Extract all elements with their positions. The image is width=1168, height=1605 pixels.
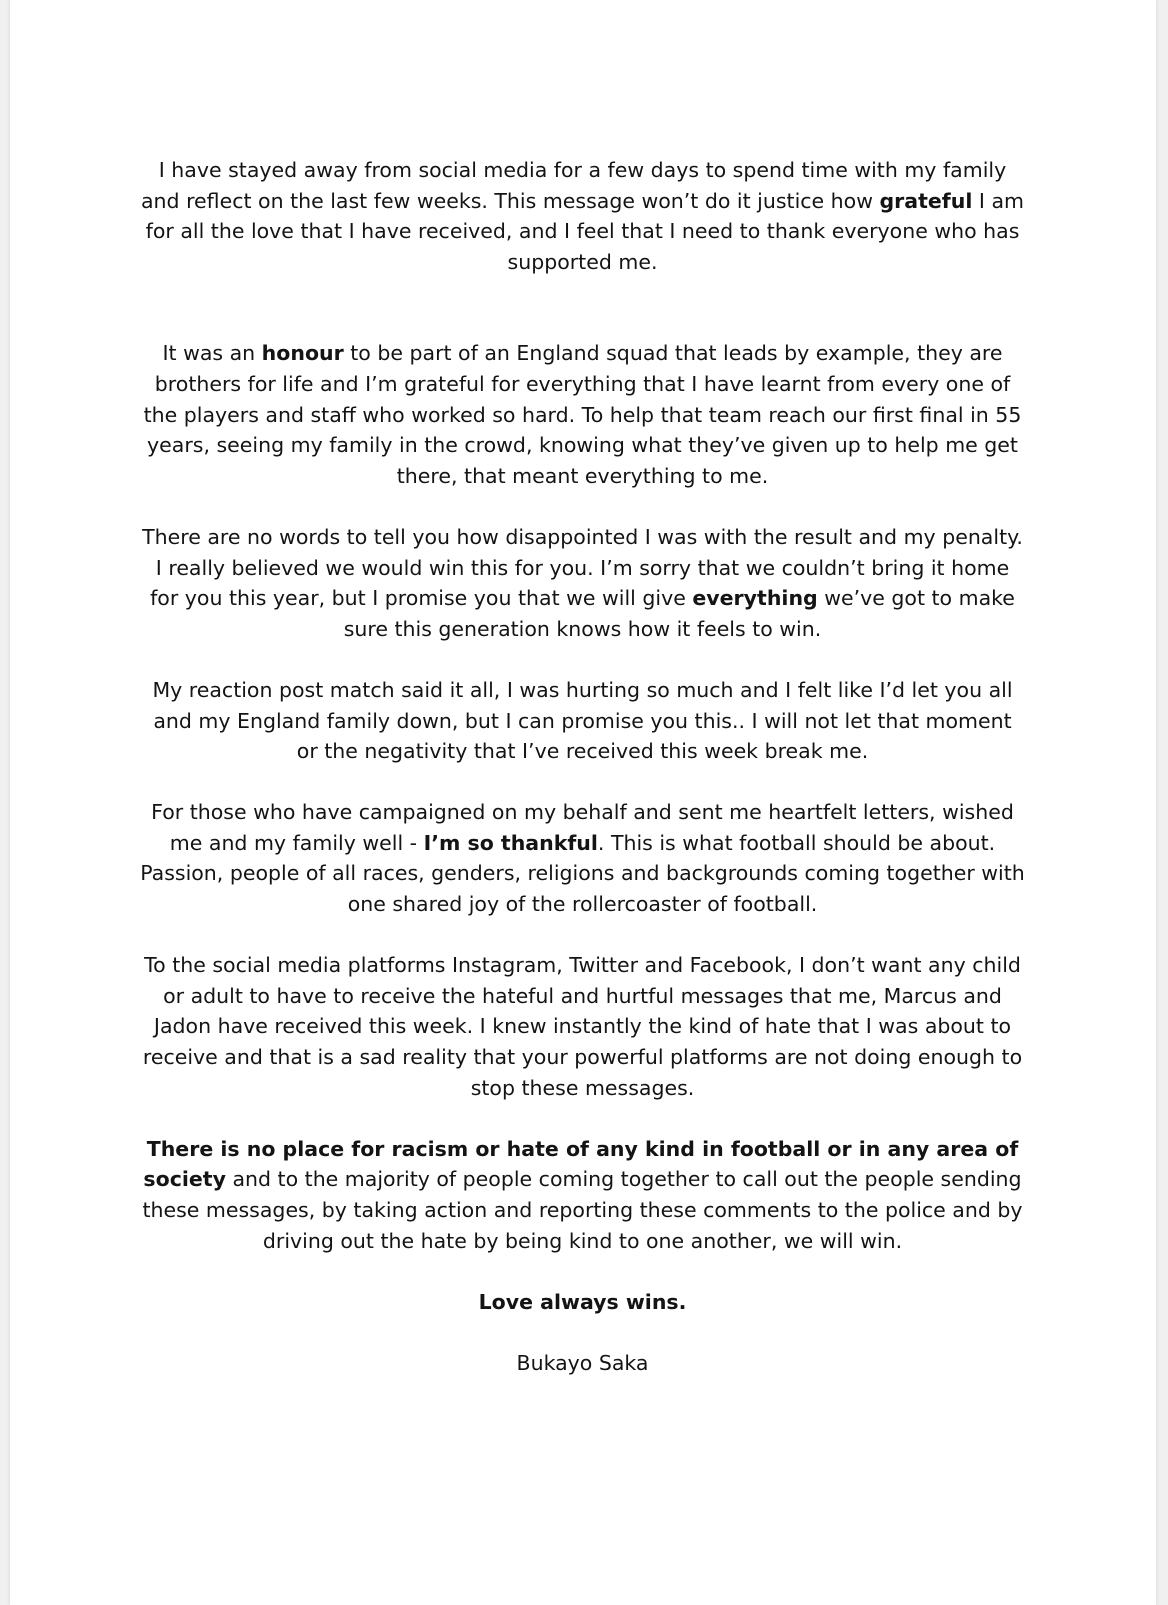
paragraph-gratitude-text-end: I am for all the love that I have received, and I feel that I need to thank everyone who has supported me.	[145, 188, 1024, 274]
paragraph-disappointment-text-start: There are no words to tell you how disappointed I was with the result and my penalty. I really believed we would win this for you. I’m sorry that we couldn’t bring it home for you this year, but I promise you that we will give	[142, 524, 1023, 611]
spacer	[140, 920, 1025, 951]
emphasis-grateful: grateful	[879, 188, 973, 213]
paragraph-honour-text-end: to be part of an England squad that leads by example, they are brothers for life and I’m grateful for everything that I have learnt from every one of the players and staff who worked so hard. To help that team reach our first final in 55 years, seeing my family in the crowd, knowing what they’ve given up to help me get there, that meant everything to me.	[143, 341, 1022, 488]
closing-line	[140, 1287, 1025, 1318]
paragraph-honour	[140, 338, 1025, 491]
letter-body	[140, 155, 1025, 1379]
paragraph-disappointment	[140, 522, 1025, 644]
paragraph-thanks	[140, 797, 1025, 919]
document-page	[10, 0, 1156, 1605]
spacer	[140, 1103, 1025, 1134]
paragraph-gratitude	[140, 155, 1025, 277]
spacer	[140, 491, 1025, 522]
paragraph-reaction: My reaction post match said it all, I was hurting so much and I felt like I’d let you all and my England family down, but I can promise you this.. I will not let that moment or the negativity that I’ve received this week break me.	[152, 677, 1013, 764]
emphasis-everything: everything	[692, 586, 818, 611]
paragraph-racism-text-end: and to the majority of people coming together to call out the people sending these messages, by taking action and reporting these comments to the police and by driving out the hate by being kind to one another, we will win.	[142, 1167, 1023, 1253]
spacer	[140, 1256, 1025, 1287]
emphasis-honour: honour	[261, 341, 344, 366]
emphasis-no-place-for-racism: There is no place for racism or hate of any kind in football or in any area of society	[143, 1136, 1019, 1192]
paragraph-gratitude-text-start: I have stayed away from social media for a few days to spend time with my family and reflect on the last few weeks. This message won’t do it justice how	[141, 158, 1007, 213]
paragraph-social-media: To the social media platforms Instagram, Twitter and Facebook, I don’t want any child or adult to have to receive the hateful and hurtful messages that me, Marcus and Jadon have received this week. I knew instantly the kind of hate that I was about to receive and that is a sad reality that your powerful platforms are not doing enough to stop these messages.	[142, 953, 1023, 1100]
signature: Bukayo Saka	[516, 1350, 649, 1375]
spacer	[140, 767, 1025, 798]
spacer	[140, 644, 1025, 675]
emphasis-so-thankful: I’m so thankful	[423, 830, 598, 855]
paragraph-honour-text-start: It was an	[162, 341, 262, 366]
paragraph-thanks-text-start: For those who have campaigned on my behalf and sent me heartfelt letters, wished me and my family well -	[151, 800, 1014, 855]
paragraph-racism	[140, 1134, 1025, 1256]
closing-love-always-wins: Love always wins.	[478, 1289, 687, 1314]
paragraph-thanks-text-end: . This is what football should be about. Passion, people of all races, genders, religions and backgrounds coming together with one shared joy of the rollercoaster of football.	[140, 830, 1025, 917]
paragraph-disappointment-text-end: we’ve got to make sure this generation knows how it feels to win.	[343, 586, 1015, 641]
spacer	[140, 277, 1025, 338]
spacer	[140, 1317, 1025, 1348]
